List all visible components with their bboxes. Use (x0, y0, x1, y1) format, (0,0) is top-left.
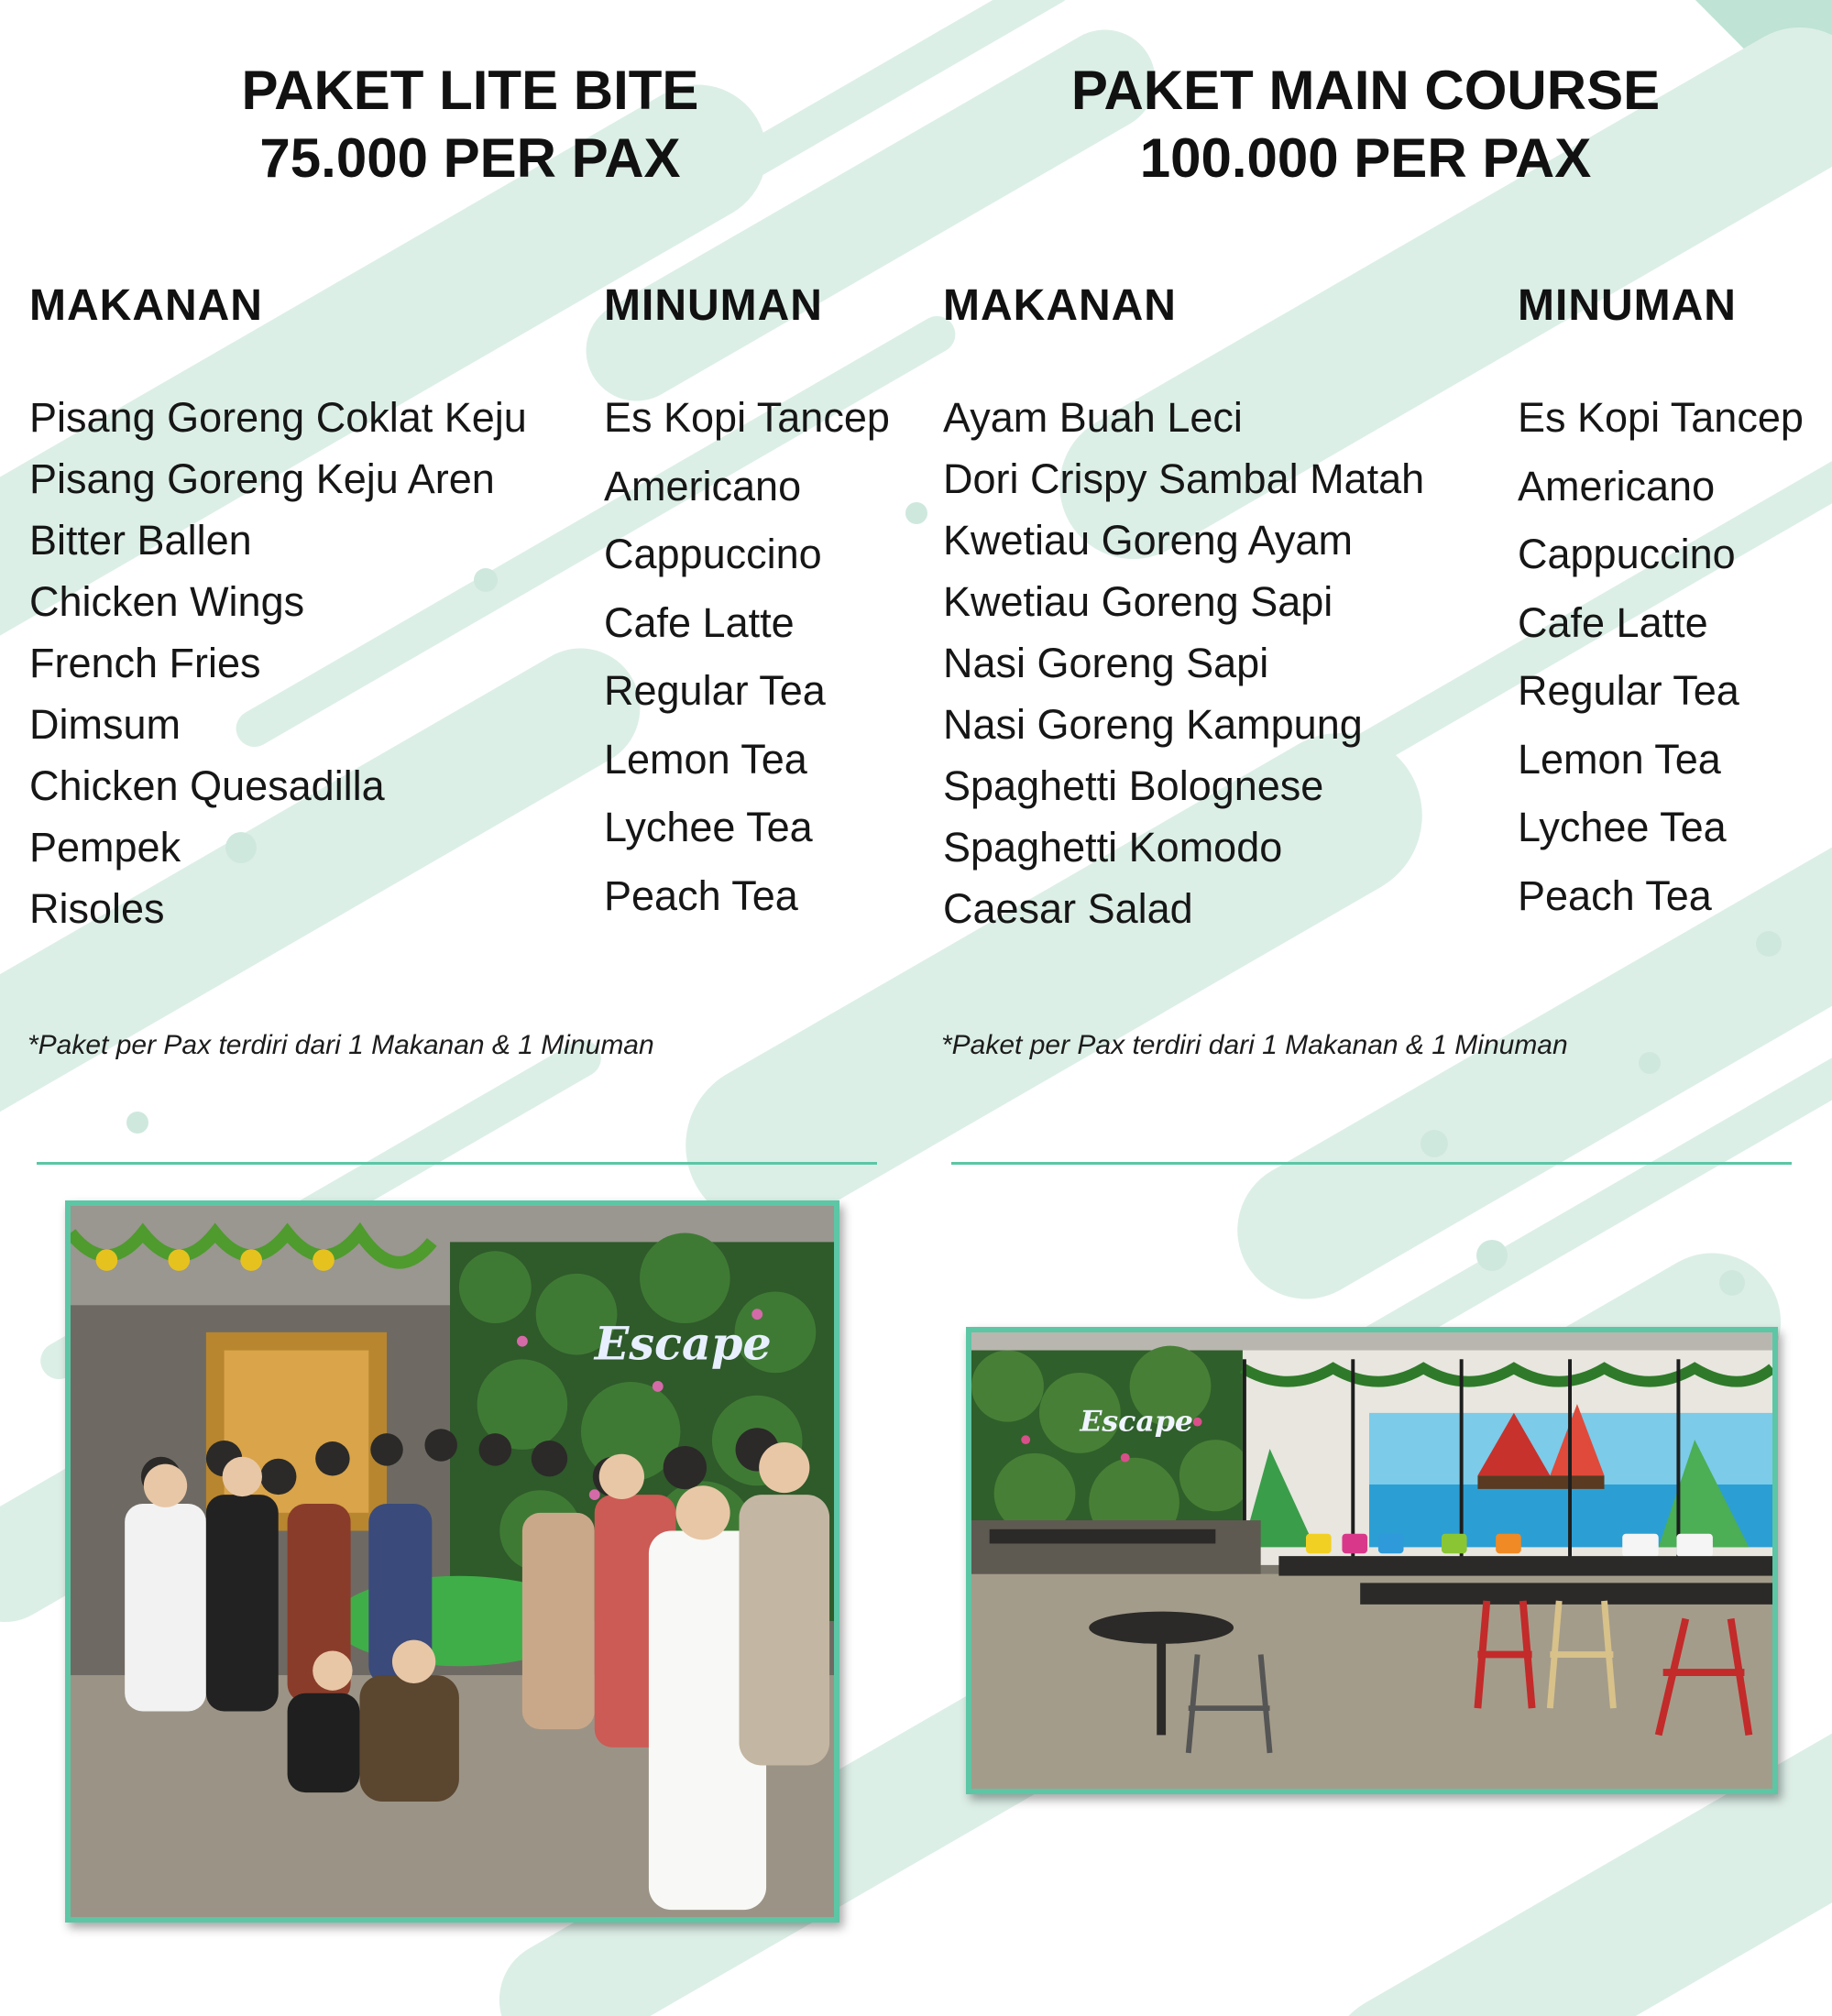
package-title (916, 57, 1815, 192)
package-note: *Paket per Pax terdiri dari 1 Makanan & 1 Minuman (941, 1030, 1568, 1060)
drink-item: Es Kopi Tancep (604, 394, 890, 441)
drink-heading: MINUMAN (604, 281, 823, 330)
food-item: Chicken Wings (29, 578, 305, 625)
package-title (21, 57, 919, 192)
drink-item: Americano (604, 462, 802, 509)
food-heading: MAKANAN (943, 281, 1177, 330)
escape-sign: Escape (594, 1317, 772, 1371)
food-list (943, 390, 1424, 943)
food-item: Risoles (29, 885, 165, 932)
drink-list (1518, 390, 1804, 937)
food-item: Dori Crispy Sambal Matah (943, 455, 1425, 502)
package-price: 75.000 PER PAX (259, 127, 681, 189)
drink-item: Lychee Tea (604, 804, 813, 850)
drink-list (604, 390, 890, 937)
food-item: Nasi Goreng Kampung (943, 701, 1363, 748)
food-item: Caesar Salad (943, 885, 1193, 932)
food-item: Bitter Ballen (29, 517, 252, 564)
drink-item: Lemon Tea (604, 735, 807, 783)
food-item: Kwetiau Goreng Ayam (943, 517, 1353, 564)
food-item: Chicken Quesadilla (29, 762, 385, 809)
food-list (29, 390, 527, 943)
drink-item: Regular Tea (1518, 667, 1739, 714)
drink-item: Regular Tea (604, 667, 826, 714)
food-item: Kwetiau Goreng Sapi (943, 578, 1333, 625)
drink-item: Peach Tea (604, 871, 798, 919)
drink-item: Cafe Latte (1518, 598, 1708, 646)
food-item: Spaghetti Komodo (943, 824, 1283, 871)
venue-photo (966, 1327, 1778, 1794)
food-item: Pempek (29, 824, 181, 871)
package-name: PAKET LITE BITE (241, 60, 699, 121)
party-photo (65, 1200, 839, 1923)
food-item: Ayam Buah Leci (943, 394, 1243, 441)
drink-item: Cafe Latte (604, 598, 795, 646)
food-item: Dimsum (29, 701, 181, 748)
food-heading: MAKANAN (29, 281, 263, 330)
drink-item: Lemon Tea (1518, 735, 1721, 783)
drink-heading: MINUMAN (1518, 281, 1737, 330)
drink-item: Lychee Tea (1518, 804, 1727, 850)
escape-sign: Escape (1080, 1405, 1193, 1439)
package-name: PAKET MAIN COURSE (1070, 60, 1661, 121)
food-item: Spaghetti Bolognese (943, 762, 1324, 809)
food-item: Pisang Goreng Coklat Keju (29, 394, 527, 441)
section-divider (37, 1162, 877, 1165)
food-item: French Fries (29, 640, 261, 686)
drink-item: Es Kopi Tancep (1518, 394, 1804, 441)
drink-item: Americano (1518, 462, 1716, 509)
package-price: 100.000 PER PAX (1139, 127, 1592, 189)
drink-item: Peach Tea (1518, 871, 1712, 919)
food-item: Pisang Goreng Keju Aren (29, 455, 495, 502)
drink-item: Cappuccino (1518, 531, 1736, 577)
package-note: *Paket per Pax terdiri dari 1 Makanan & 1 Minuman (27, 1030, 654, 1060)
food-item: Nasi Goreng Sapi (943, 640, 1269, 686)
drink-item: Cappuccino (604, 531, 822, 577)
section-divider (951, 1162, 1792, 1165)
